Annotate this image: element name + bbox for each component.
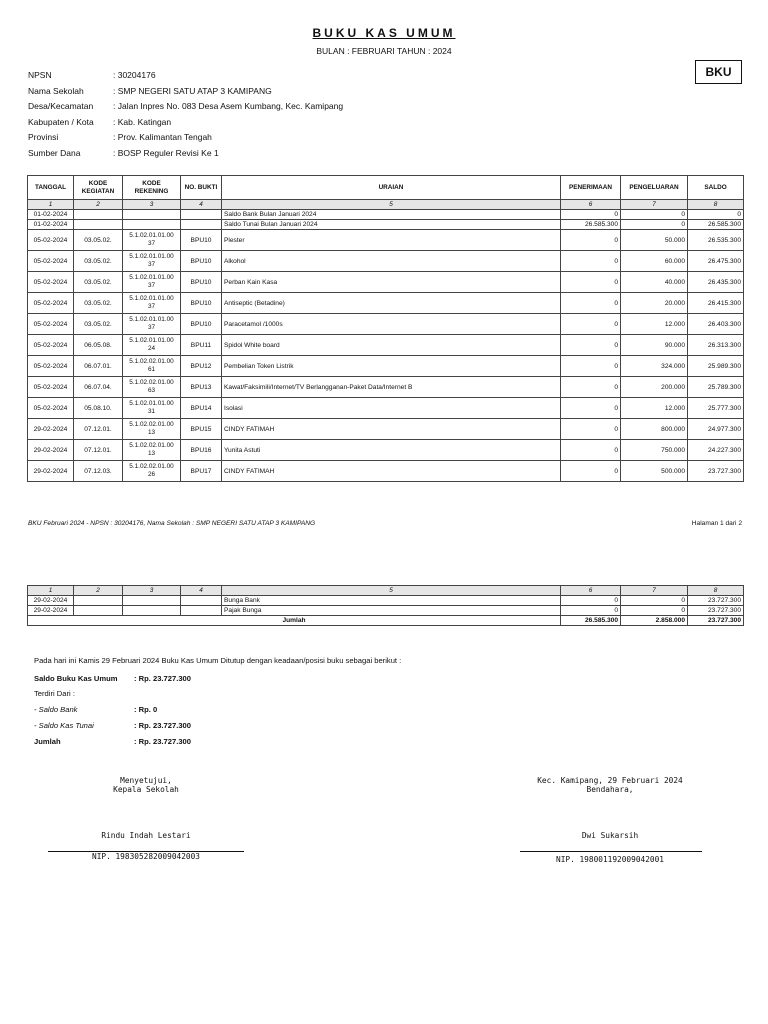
signature-right-line [520, 851, 702, 852]
info-label: Nama Sekolah [28, 85, 84, 96]
cell-penerimaan: 0 [561, 230, 621, 251]
cell-penerimaan: 0 [561, 398, 621, 419]
info-label: Desa/Kecamatan [28, 101, 94, 111]
table-row [28, 419, 744, 440]
cell-pengeluaran: 0 [621, 596, 688, 606]
cell-penerimaan: 0 [561, 272, 621, 293]
cell-kode-kegiatan [74, 210, 123, 220]
closing-jumlah-label: Jumlah [34, 737, 61, 746]
cell-tanggal: 05-02-2024 [28, 377, 74, 398]
info-value: : 30204176 [113, 70, 156, 80]
col-header-uraian: URAIAN [222, 176, 561, 200]
total-pengeluaran: 2.858.000 [621, 616, 688, 626]
cell-penerimaan: 0 [561, 335, 621, 356]
cell-uraian: Alkohol [222, 251, 561, 272]
signature-left-nip: NIP. 198305282009042003 [92, 852, 200, 861]
cell-saldo: 26.585.300 [688, 220, 744, 230]
col-number: 6 [561, 586, 621, 596]
table-row [28, 398, 744, 419]
cell-kode-kegiatan: 03.05.02. [74, 314, 123, 335]
cell-saldo: 23.727.300 [688, 461, 744, 482]
cell-pengeluaran: 40.000 [621, 272, 688, 293]
cell-saldo: 23.727.300 [688, 606, 744, 616]
col-header-kode-kegiatan: KODE KEGIATAN [74, 176, 123, 200]
col-number: 1 [28, 586, 74, 596]
info-row-npsn [28, 68, 343, 84]
cell-penerimaan: 0 [561, 419, 621, 440]
closing-tunai-row [34, 721, 334, 730]
cell-kode-rekening [123, 606, 181, 616]
col-number: 4 [181, 200, 222, 210]
cell-no-bukti: BPU16 [181, 440, 222, 461]
cell-kode-kegiatan: 03.05.02. [74, 293, 123, 314]
table-row [28, 606, 744, 616]
cell-tanggal: 05-02-2024 [28, 272, 74, 293]
ledger-table-continued [27, 585, 744, 626]
cell-kode-rekening: 5.1.02.02.01.00 61 [123, 356, 181, 377]
cell-no-bukti: BPU10 [181, 314, 222, 335]
table-row [28, 210, 744, 220]
cell-no-bukti: BPU10 [181, 251, 222, 272]
document-title: BUKU KAS UMUM [312, 26, 456, 40]
cell-saldo: 24.977.300 [688, 419, 744, 440]
cell-kode-rekening: 5.1.02.02.01.00 13 [123, 419, 181, 440]
signature-right-nip: NIP. 198001192009042001 [556, 855, 664, 864]
cell-kode-rekening: 5.1.02.01.01.00 37 [123, 293, 181, 314]
cell-penerimaan: 0 [561, 356, 621, 377]
cell-kode-rekening [123, 210, 181, 220]
cell-uraian: Kawat/Faksimili/Internet/TV Berlangganan-Paket Data/Internet B [222, 377, 561, 398]
cell-kode-rekening: 5.1.02.01.01.00 24 [123, 335, 181, 356]
table-row [28, 377, 744, 398]
cell-kode-rekening: 5.1.02.01.01.00 37 [123, 251, 181, 272]
col-number: 8 [688, 200, 744, 210]
cell-kode-kegiatan [74, 596, 123, 606]
cell-saldo: 26.435.300 [688, 272, 744, 293]
cell-pengeluaran: 12.000 [621, 398, 688, 419]
cell-tanggal: 05-02-2024 [28, 293, 74, 314]
cell-no-bukti: BPU14 [181, 398, 222, 419]
col-number: 7 [621, 586, 688, 596]
info-label: Provinsi [28, 132, 59, 142]
info-value: : Prov. Kalimantan Tengah [113, 132, 212, 142]
table-row [28, 220, 744, 230]
table-row [28, 335, 744, 356]
cell-tanggal: 29-02-2024 [28, 606, 74, 616]
cell-penerimaan: 0 [561, 210, 621, 220]
bku-badge: BKU [695, 60, 742, 84]
col-header-tanggal: TANGGAL [28, 176, 74, 200]
cell-penerimaan: 0 [561, 251, 621, 272]
cell-pengeluaran: 0 [621, 220, 688, 230]
cell-kode-rekening [123, 220, 181, 230]
total-saldo: 23.727.300 [688, 616, 744, 626]
signature-left-approval: Menyetujui, [120, 776, 172, 785]
info-label: NPSN [28, 70, 52, 80]
table-row [28, 461, 744, 482]
cell-saldo: 26.313.300 [688, 335, 744, 356]
cell-penerimaan: 26.585.300 [561, 220, 621, 230]
cell-kode-rekening [123, 596, 181, 606]
cell-tanggal: 05-02-2024 [28, 356, 74, 377]
closing-tunai-label: - Saldo Kas Tunai [34, 721, 94, 730]
cell-pengeluaran: 90.000 [621, 335, 688, 356]
table-row [28, 356, 744, 377]
info-row-school-name [28, 84, 343, 100]
info-row-fund-source [28, 146, 343, 162]
info-row-province [28, 130, 343, 146]
closing-jumlah-value: : Rp. 23.727.300 [134, 737, 191, 746]
signature-left-role: Kepala Sekolah [113, 785, 179, 794]
table-row [28, 251, 744, 272]
cell-kode-rekening: 5.1.02.02.01.00 26 [123, 461, 181, 482]
cell-penerimaan: 0 [561, 596, 621, 606]
cell-tanggal: 29-02-2024 [28, 419, 74, 440]
cell-tanggal: 05-02-2024 [28, 251, 74, 272]
closing-terdiri: Terdiri Dari : [34, 689, 75, 698]
cell-kode-rekening: 5.1.02.02.01.00 13 [123, 440, 181, 461]
document-period: BULAN : FEBRUARI TAHUN : 2024 [316, 46, 452, 56]
cell-uraian: CINDY FATIMAH [222, 419, 561, 440]
col-number: 4 [181, 586, 222, 596]
cell-uraian: Pembelian Token Listrik [222, 356, 561, 377]
cell-pengeluaran: 50.000 [621, 230, 688, 251]
cell-kode-rekening: 5.1.02.01.01.00 31 [123, 398, 181, 419]
cell-kode-rekening: 5.1.02.01.01.00 37 [123, 230, 181, 251]
ledger-body [28, 210, 744, 482]
cell-uraian: Spidol White board [222, 335, 561, 356]
info-label: Sumber Dana [28, 147, 81, 158]
col-number: 3 [123, 200, 181, 210]
cell-tanggal: 01-02-2024 [28, 220, 74, 230]
cell-no-bukti: BPU10 [181, 272, 222, 293]
column-number-row [28, 586, 744, 596]
cell-penerimaan: 0 [561, 314, 621, 335]
table-row [28, 272, 744, 293]
col-header-saldo: SALDO [688, 176, 744, 200]
cell-tanggal: 29-02-2024 [28, 440, 74, 461]
col-number: 2 [74, 200, 123, 210]
cell-pengeluaran: 800.000 [621, 419, 688, 440]
cell-kode-kegiatan: 06.05.08. [74, 335, 123, 356]
column-number-row [28, 200, 744, 210]
cell-no-bukti: BPU11 [181, 335, 222, 356]
cell-kode-kegiatan: 07.12.01. [74, 419, 123, 440]
closing-tunai-value: : Rp. 23.727.300 [134, 721, 191, 730]
cell-penerimaan: 0 [561, 606, 621, 616]
cell-pengeluaran: 500.000 [621, 461, 688, 482]
col-number: 7 [621, 200, 688, 210]
info-label: Kabupaten / Kota [28, 116, 94, 127]
cell-pengeluaran: 750.000 [621, 440, 688, 461]
col-header-kode-rekening: KODE REKENING [123, 176, 181, 200]
cell-penerimaan: 0 [561, 461, 621, 482]
cell-uraian: CINDY FATIMAH [222, 461, 561, 482]
cell-pengeluaran: 200.000 [621, 377, 688, 398]
info-value: : Jalan Inpres No. 083 Desa Asem Kumbang, Kec. Kamipang [113, 101, 344, 111]
cell-saldo: 0 [688, 210, 744, 220]
cell-kode-kegiatan: 03.05.02. [74, 230, 123, 251]
cell-uraian: Paracetamol /1000s [222, 314, 561, 335]
cell-uraian: Plester [222, 230, 561, 251]
cell-no-bukti: BPU12 [181, 356, 222, 377]
cell-saldo: 24.227.300 [688, 440, 744, 461]
cell-kode-kegiatan [74, 606, 123, 616]
cell-no-bukti [181, 210, 222, 220]
cell-saldo: 26.475.300 [688, 251, 744, 272]
cell-tanggal: 29-02-2024 [28, 596, 74, 606]
cell-no-bukti [181, 220, 222, 230]
school-info [28, 68, 343, 161]
cell-pengeluaran: 0 [621, 210, 688, 220]
closing-statement: Pada hari ini Kamis 29 Februari 2024 Buku Kas Umum Ditutup dengan keadaan/posisi buku sebagai berikut : [34, 656, 402, 665]
cell-penerimaan: 0 [561, 440, 621, 461]
cell-tanggal: 05-02-2024 [28, 230, 74, 251]
cell-no-bukti: BPU10 [181, 293, 222, 314]
table-row [28, 293, 744, 314]
info-value: : BOSP Reguler Revisi Ke 1 [113, 147, 219, 158]
cell-penerimaan: 0 [561, 377, 621, 398]
cell-kode-kegiatan: 03.05.02. [74, 272, 123, 293]
closing-saldo-value: : Rp. 23.727.300 [134, 674, 191, 683]
cell-saldo: 26.403.300 [688, 314, 744, 335]
table-header-row [28, 176, 744, 200]
table-row [28, 440, 744, 461]
cell-uraian: Yunita Astuti [222, 440, 561, 461]
signature-right-block [500, 776, 720, 794]
cell-kode-kegiatan: 06.07.01. [74, 356, 123, 377]
col-header-no-bukti: NO. BUKTI [181, 176, 222, 200]
cell-kode-rekening: 5.1.02.01.01.00 37 [123, 314, 181, 335]
table-row [28, 596, 744, 606]
cell-saldo: 25.989.300 [688, 356, 744, 377]
cell-uraian: Pajak Bunga [222, 606, 561, 616]
closing-saldo-label: Saldo Buku Kas Umum [34, 674, 118, 683]
cell-kode-kegiatan: 06.07.04. [74, 377, 123, 398]
cell-kode-kegiatan: 05.08.10. [74, 398, 123, 419]
signature-left-name: Rindu Indah Lestari [101, 831, 191, 840]
signature-right-place-date: Kec. Kamipang, 29 Februari 2024 [537, 776, 683, 785]
col-header-penerimaan: PENERIMAAN [561, 176, 621, 200]
col-number: 1 [28, 200, 74, 210]
cell-uraian: Bunga Bank [222, 596, 561, 606]
signature-left-block [48, 776, 244, 794]
cell-saldo: 26.415.300 [688, 293, 744, 314]
closing-jumlah-row [34, 737, 334, 746]
info-row-village [28, 99, 343, 115]
info-row-regency [28, 115, 343, 131]
info-value: : SMP NEGERI SATU ATAP 3 KAMIPANG [113, 85, 272, 96]
cell-pengeluaran: 324.000 [621, 356, 688, 377]
table-row [28, 230, 744, 251]
cell-saldo: 25.789.300 [688, 377, 744, 398]
cell-uraian: Antiseptic (Betadine) [222, 293, 561, 314]
cell-penerimaan: 0 [561, 293, 621, 314]
cell-pengeluaran: 20.000 [621, 293, 688, 314]
cell-kode-rekening: 5.1.02.01.01.00 37 [123, 272, 181, 293]
cell-no-bukti: BPU10 [181, 230, 222, 251]
table-row [28, 314, 744, 335]
cell-saldo: 25.777.300 [688, 398, 744, 419]
col-number: 2 [74, 586, 123, 596]
closing-bank-label: - Saldo Bank [34, 705, 78, 714]
signature-right-name: Dwi Sukarsih [581, 831, 639, 840]
total-row [28, 616, 744, 626]
closing-saldo-row [34, 674, 334, 683]
cell-kode-kegiatan: 03.05.02. [74, 251, 123, 272]
cell-tanggal: 05-02-2024 [28, 335, 74, 356]
col-number: 3 [123, 586, 181, 596]
cell-pengeluaran: 60.000 [621, 251, 688, 272]
col-number: 8 [688, 586, 744, 596]
cell-no-bukti: BPU17 [181, 461, 222, 482]
cell-uraian: Isolasi [222, 398, 561, 419]
page-number: Halaman 1 dari 2 [691, 520, 742, 527]
cell-kode-rekening: 5.1.02.02.01.00 63 [123, 377, 181, 398]
ledger-continued-body [28, 596, 744, 616]
cell-kode-kegiatan: 07.12.03. [74, 461, 123, 482]
cell-no-bukti [181, 606, 222, 616]
cell-no-bukti [181, 596, 222, 606]
cell-uraian: Saldo Tunai Bulan Januari 2024 [222, 220, 561, 230]
cell-saldo: 23.727.300 [688, 596, 744, 606]
page-footer-note: BKU Februari 2024 - NPSN : 30204176, Nama Sekolah : SMP NEGERI SATU ATAP 3 KAMIPANG [28, 520, 316, 527]
cell-uraian: Perban Kain Kasa [222, 272, 561, 293]
col-number: 6 [561, 200, 621, 210]
closing-bank-row [34, 705, 334, 714]
col-number: 5 [222, 586, 561, 596]
total-penerimaan: 26.585.300 [561, 616, 621, 626]
cell-pengeluaran: 0 [621, 606, 688, 616]
cell-pengeluaran: 12.000 [621, 314, 688, 335]
info-value: : Kab. Katingan [113, 116, 172, 127]
cell-saldo: 26.535.300 [688, 230, 744, 251]
signature-right-role: Bendahara, [586, 785, 634, 794]
cell-tanggal: 29-02-2024 [28, 461, 74, 482]
cell-kode-kegiatan: 07.12.01. [74, 440, 123, 461]
closing-bank-value: : Rp. 0 [134, 705, 158, 714]
cell-tanggal: 01-02-2024 [28, 210, 74, 220]
cell-no-bukti: BPU15 [181, 419, 222, 440]
cell-tanggal: 05-02-2024 [28, 398, 74, 419]
total-label: Jumlah [28, 616, 561, 626]
cell-uraian: Saldo Bank Bulan Januari 2024 [222, 210, 561, 220]
col-header-pengeluaran: PENGELUARAN [621, 176, 688, 200]
cell-no-bukti: BPU13 [181, 377, 222, 398]
cell-tanggal: 05-02-2024 [28, 314, 74, 335]
cell-kode-kegiatan [74, 220, 123, 230]
ledger-table [27, 175, 744, 482]
col-number: 5 [222, 200, 561, 210]
